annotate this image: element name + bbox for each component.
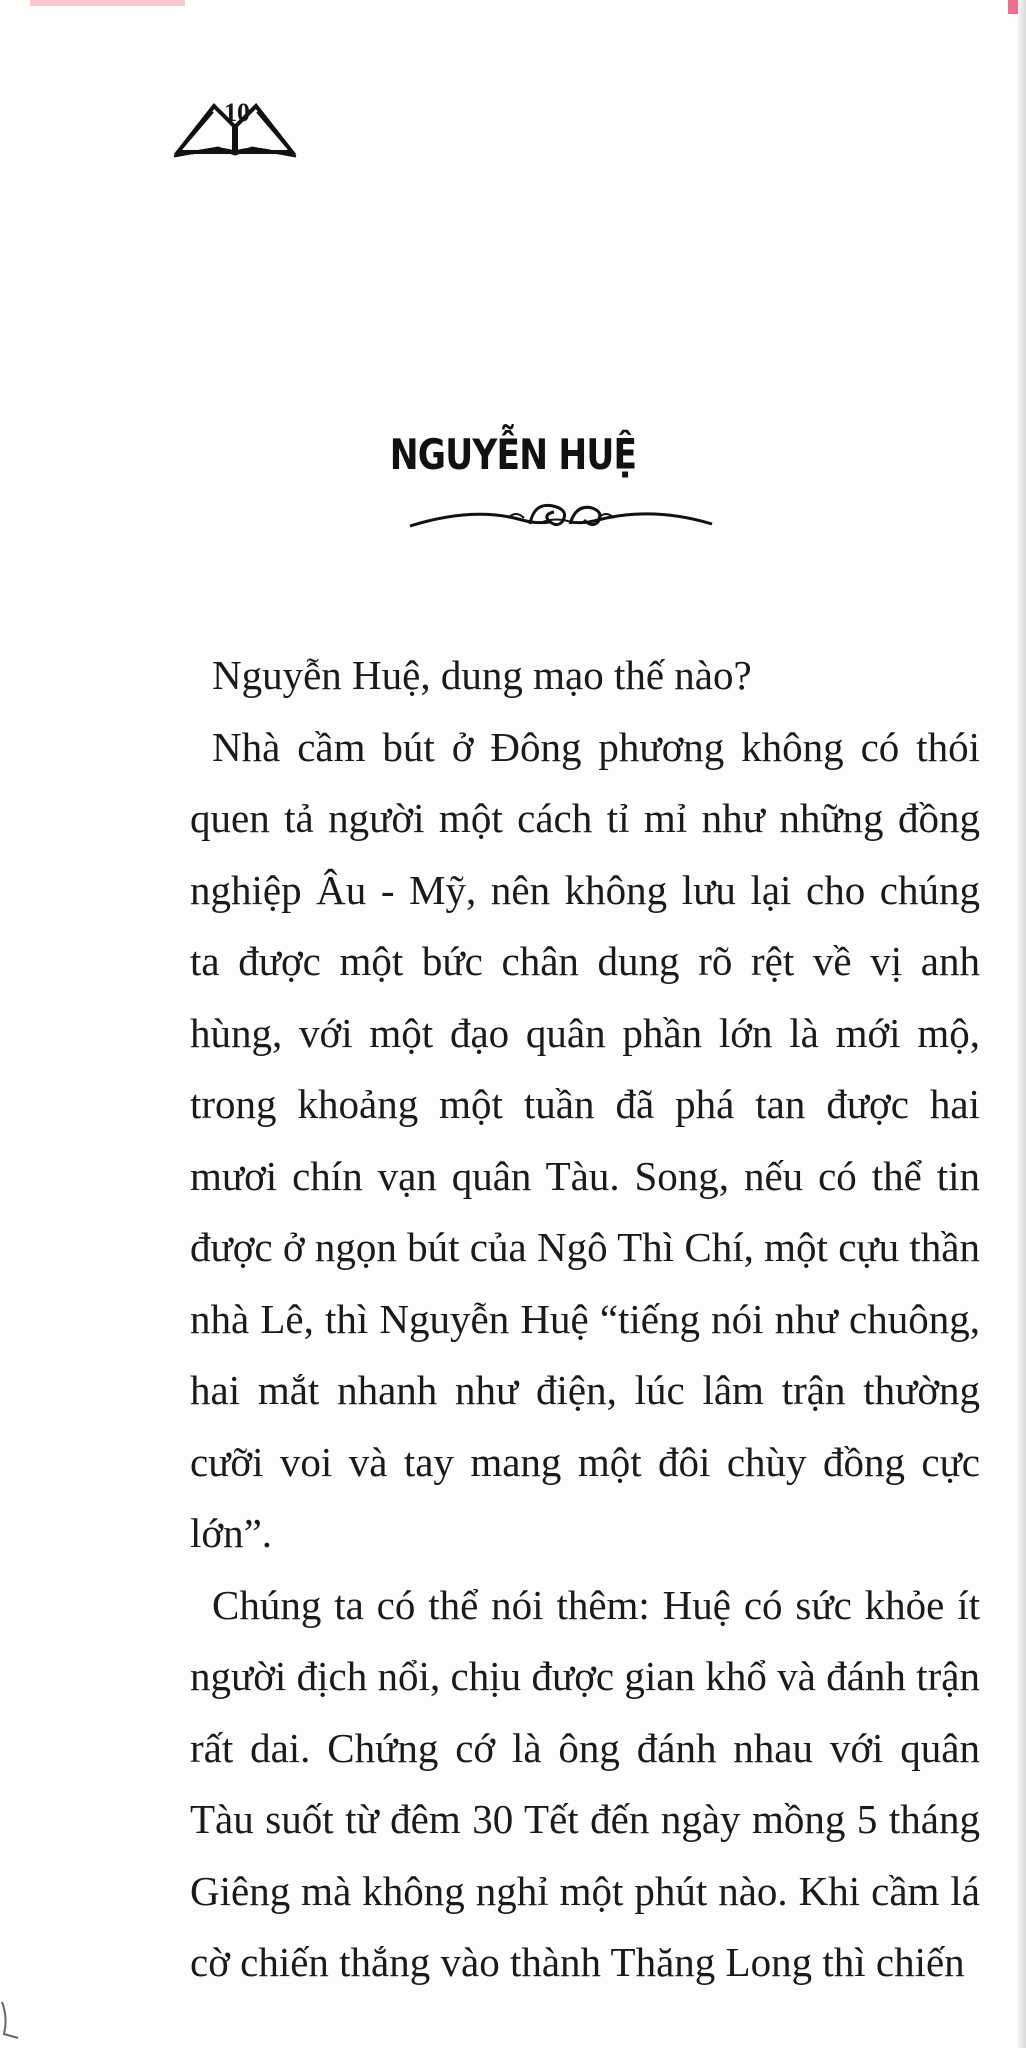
chapter-title: NGUYỄN HUỆ [389,430,637,479]
body-text [190,640,980,1999]
page-corner-fold-icon [0,2000,24,2040]
paragraph: Chúng ta có thể nói thêm: Huệ có sức khỏe ít người địch nổi, chịu được gian khổ và đánh trận rất dai. Chứng cớ là ông đánh nhau với quân Tàu suốt từ đêm 30 Tết đến ngày mồng 5 tháng Giêng mà không nghỉ một phút nào. Khi cầm lá cờ chiến thắng vào thành Thăng Long thì chiến [190,1581,980,1985]
flourish-divider-icon [408,490,714,534]
paragraph: Nguyễn Huệ, dung mạo thế nào? [212,652,752,698]
page-edge-mark [30,0,185,6]
page-header [170,94,300,158]
page-number: 10 [224,98,250,127]
page-binding-edge [1018,0,1026,2048]
paragraph: Nhà cầm bút ở Đông phương không có thói quen tả người một cách tỉ mỉ như những đồng nghiệp Âu - Mỹ, nên không lưu lại cho chúng ta được một bức chân dung rõ rệt về vị anh hùng, với một đạo quân phần lớn là mới mộ, trong khoảng một tuần đã phá tan được hai mươi chín vạn quân Tàu. Song, nếu có thể tin được ở ngọn bút của Ngô Thì Chí, một cựu thần nhà Lê, thì Nguyễn Huệ “tiếng nói như chuông, hai mắt nhanh như điện, lúc lâm trận thường cưỡi voi và tay mang một đôi chùy đồng cực lớn”. [190,723,980,1556]
